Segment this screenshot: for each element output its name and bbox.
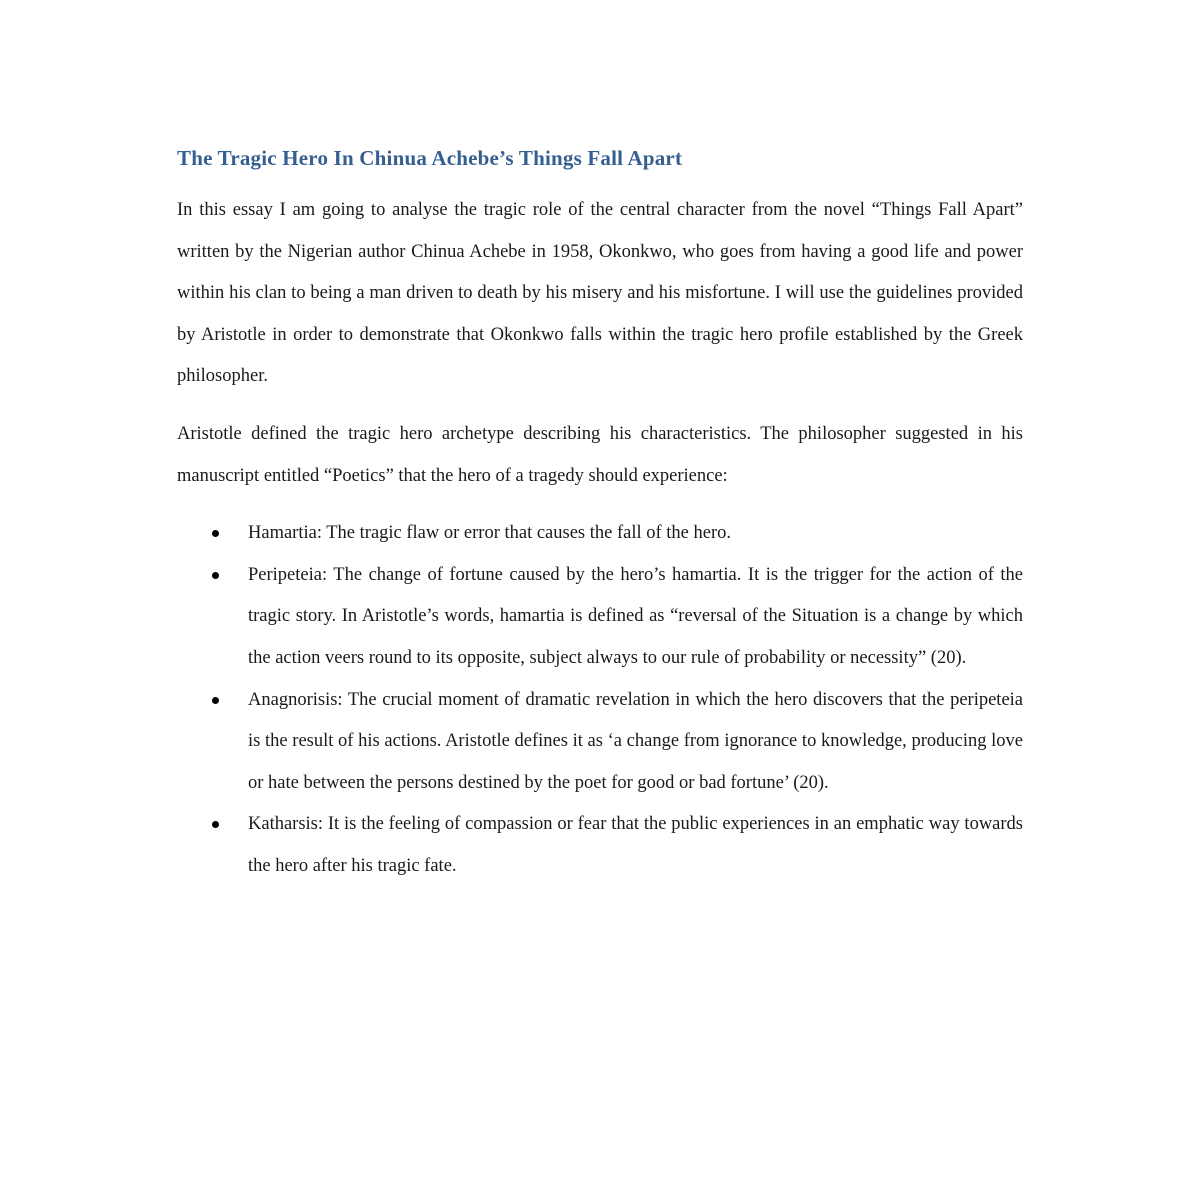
bullet-item-hamartia [177, 513, 1023, 555]
bullet-text: Hamartia: The tragic flaw or error that causes the fall of the hero. [248, 523, 732, 544]
bullet-text: Anagnorisis: The crucial moment of dramatic revelation in which the hero discovers that the peripeteia is the result of his actions. Aristotle defines it as ‘a change from ignorance to knowledge, producing love or hate between the persons destined by the poet for good or bad fortune’ (20). [248, 689, 1023, 793]
bullet-item-katharsis [177, 804, 1023, 887]
bullet-item-peripeteia [177, 555, 1023, 680]
bullet-text: Peripeteia: The change of fortune caused by the hero’s hamartia. It is the trigger for the action of the tragic story. In Aristotle’s words, hamartia is defined as “reversal of the Situation is a change by which the action veers round to its opposite, subject always to our rule of probability or necessity” (20). [248, 564, 1023, 668]
document-page [177, 140, 1023, 888]
bullet-dot-icon [212, 572, 219, 579]
bullet-dot-icon [212, 697, 219, 704]
paragraph-intro: In this essay I am going to analyse the tragic role of the central character from the novel “Things Fall Apart” written by the Nigerian author Chinua Achebe in 1958, Okonkwo, who goes from having a good life and power within his clan to being a man driven to death by his misery and his misfortune. I will use the guidelines provided by Aristotle in order to demonstrate that Okonkwo falls within the tragic hero profile established by the Greek philosopher. [177, 200, 1023, 387]
paragraph-aristotle: Aristotle defined the tragic hero archetype describing his characteristics. The philosopher suggested in his manuscript entitled “Poetics” that the hero of a tragedy should experience: [177, 423, 1023, 486]
bullet-item-anagnorisis [177, 680, 1023, 805]
bullet-text: Katharsis: It is the feeling of compassion or fear that the public experiences in an emphatic way towards the hero after his tragic fate. [248, 814, 1023, 876]
bullet-dot-icon [212, 821, 219, 828]
document-title: The Tragic Hero In Chinua Achebe’s Things Fall Apart [177, 146, 683, 170]
bullet-list [177, 513, 1023, 887]
bullet-dot-icon [212, 530, 219, 537]
